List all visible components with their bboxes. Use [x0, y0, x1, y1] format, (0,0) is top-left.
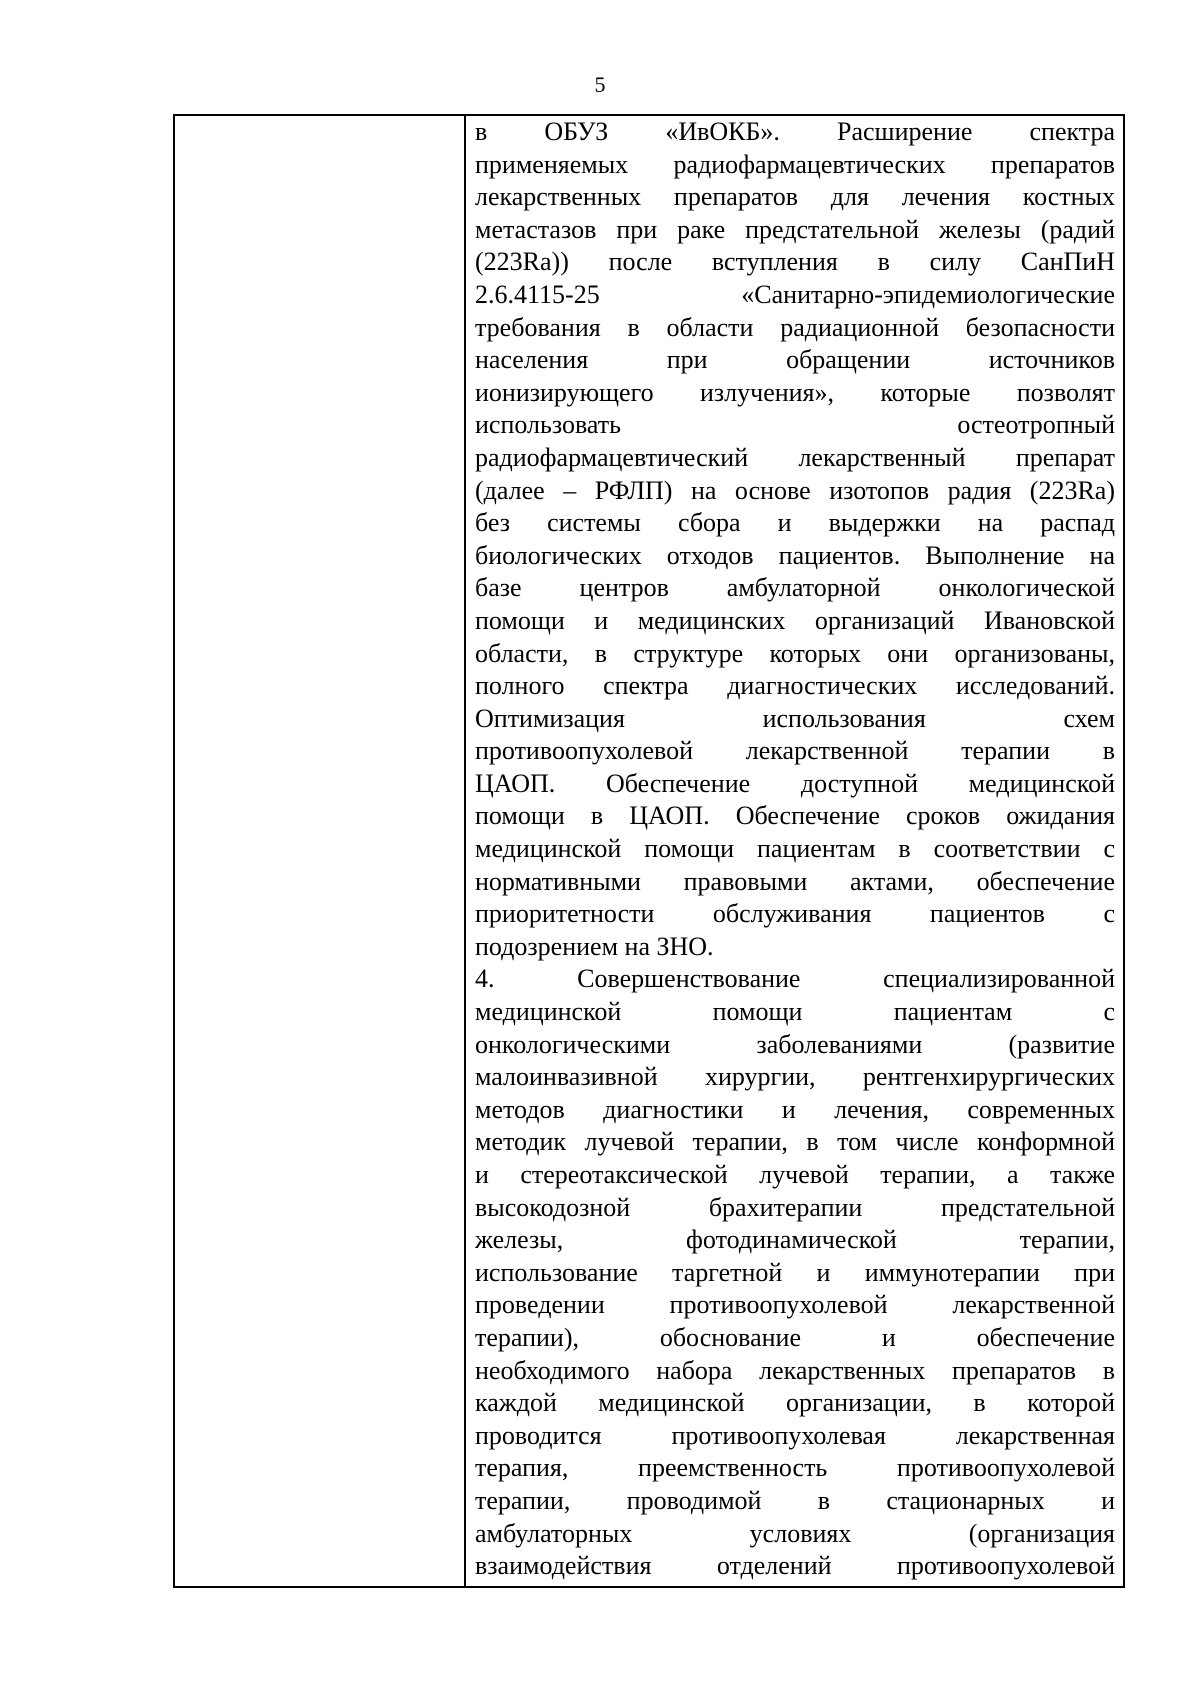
text-line: требования в области радиационной безопасности	[475, 312, 1115, 342]
text-line: 4. Совершенствование специализированной	[475, 964, 1115, 994]
text-line: ионизирующего излучения», которые позволят	[475, 377, 1115, 407]
document-table	[173, 114, 1125, 1588]
text-line: без системы сбора и выдержки на распад	[475, 508, 1115, 538]
text-line: Оптимизация использования схем	[475, 703, 1115, 733]
text-line: и стереотаксической лучевой терапии, а также	[475, 1160, 1115, 1189]
text-line: железы, фотодинамической терапии,	[475, 1225, 1115, 1255]
text-line: проводится противоопухолевая лекарственная	[475, 1420, 1115, 1450]
text-line: высокодозной брахитерапии предстательной	[475, 1192, 1115, 1222]
text-line: медицинской помощи пациентам с	[475, 997, 1115, 1027]
text-line: подозрением на ЗНО.	[475, 931, 714, 961]
text-line: взаимодействия отделений противоопухолевой	[475, 1551, 1115, 1581]
text-line: использовать остеотропный	[475, 410, 1115, 440]
text-line: базе центров амбулаторной онкологической	[475, 573, 1115, 603]
text-line: помощи и медицинских организаций Ивановской	[475, 605, 1115, 635]
text-line: в ОБУЗ «ИвОКБ». Расширение спектра	[475, 117, 1115, 146]
text-line: противоопухолевой лекарственной терапии в	[475, 736, 1115, 766]
text-line: лекарственных препаратов для лечения костных	[475, 182, 1115, 212]
text-line: биологических отходов пациентов. Выполнение на	[475, 540, 1115, 570]
text-line: нормативными правовыми актами, обеспечение	[475, 866, 1115, 896]
text-line: методик лучевой терапии, в том числе конформной	[475, 1127, 1115, 1157]
text-line: помощи в ЦАОП. Обеспечение сроков ожидания	[475, 801, 1115, 831]
text-line: ЦАОП. Обеспечение доступной медицинской	[475, 768, 1115, 798]
text-line: малоинвазивной хирургии, рентгенхирургических	[475, 1062, 1115, 1092]
text-line: необходимого набора лекарственных препаратов в	[475, 1355, 1115, 1385]
text-line: метастазов при раке предстательной железы (радий	[475, 214, 1115, 244]
page-number: 5	[594, 72, 606, 97]
text-line: полного спектра диагностических исследований.	[475, 671, 1115, 701]
text-line: (далее – РФЛП) на основе изотопов радия (223Ra)	[475, 475, 1115, 505]
table-cell-left	[174, 115, 465, 1587]
text-line: терапии), обоснование и обеспечение	[475, 1322, 1115, 1352]
text-line: терапия, преемственность противоопухолевой	[475, 1453, 1115, 1483]
text-line: медицинской помощи пациентам в соответствии с	[475, 834, 1115, 864]
text-line: терапии, проводимой в стационарных и	[475, 1485, 1115, 1515]
text-line: амбулаторных условиях (организация	[475, 1518, 1115, 1548]
table-row	[174, 115, 1124, 1587]
text-line: методов диагностики и лечения, современных	[475, 1094, 1115, 1124]
text-line: приоритетности обслуживания пациентов с	[475, 899, 1115, 929]
cell-body-text	[475, 116, 1115, 1583]
text-line: онкологическими заболеваниями (развитие	[475, 1029, 1115, 1059]
text-line: применяемых радиофармацевтических препаратов	[475, 149, 1115, 179]
text-line: (223Ra)) после вступления в силу СанПиН	[475, 247, 1115, 277]
table-cell-right	[465, 115, 1124, 1587]
text-line: проведении противоопухолевой лекарственной	[475, 1290, 1115, 1320]
text-line: 2.6.4115-25 «Санитарно-эпидемиологические	[475, 279, 1115, 309]
text-line: населения при обращении источников	[475, 345, 1115, 375]
text-line: использование таргетной и иммунотерапии при	[475, 1257, 1115, 1287]
text-line: области, в структуре которых они организованы,	[475, 638, 1115, 668]
text-line: каждой медицинской организации, в которой	[475, 1388, 1115, 1418]
text-line: радиофармацевтический лекарственный препарат	[475, 442, 1115, 472]
